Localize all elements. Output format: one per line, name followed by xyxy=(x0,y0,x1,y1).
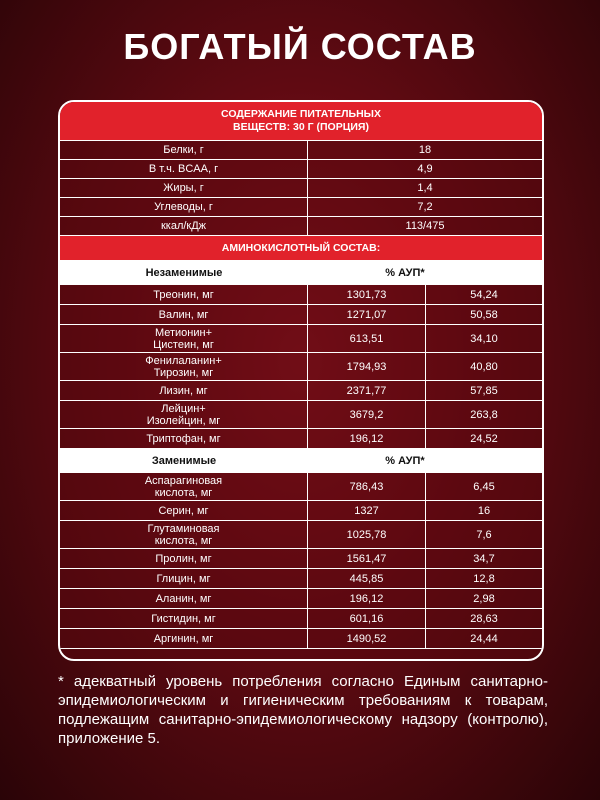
amino-pct: 28,63 xyxy=(470,612,498,625)
amino-name-line2: кислота, мг xyxy=(154,486,213,499)
amino-row xyxy=(60,609,542,629)
nutrient-value: 4,9 xyxy=(417,163,433,175)
amino-row xyxy=(60,325,542,353)
amino-name-line1: Аспарагиновая xyxy=(144,474,223,487)
nutrition-header-line2: ВЕЩЕСТВ: 30 Г (ПОРЦИЯ) xyxy=(233,121,369,133)
essential-label: Незаменимые xyxy=(145,266,223,279)
nonessential-pct-label: % АУП* xyxy=(385,454,425,467)
amino-pct: 6,45 xyxy=(473,480,495,493)
amino-row xyxy=(60,521,542,549)
amino-name xyxy=(60,521,308,548)
amino-name-line1: Триптофан, мг xyxy=(146,432,221,445)
nutrition-row xyxy=(60,141,542,160)
nutrient-name: Углеводы, г xyxy=(60,198,308,216)
amino-name-line2: Тирозин, мг xyxy=(153,366,214,379)
amino-name-line1: Треонин, мг xyxy=(153,288,214,301)
amino-mg: 2371,77 xyxy=(308,381,426,400)
amino-row xyxy=(60,629,542,649)
amino-pct: 54,24 xyxy=(470,288,498,301)
amino-name xyxy=(60,353,308,380)
amino-pct: 34,7 xyxy=(473,552,495,565)
amino-name xyxy=(60,589,308,608)
amino-name-line1: Глутаминовая xyxy=(147,522,220,535)
amino-name-line1: Гистидин, мг xyxy=(151,612,216,625)
amino-name xyxy=(60,325,308,352)
nutrient-value: 113/475 xyxy=(405,220,445,232)
amino-name-line1: Лейцин+ xyxy=(161,402,206,415)
amino-name xyxy=(60,549,308,568)
amino-pct: 2,98 xyxy=(473,592,495,605)
amino-name xyxy=(60,569,308,588)
amino-name-line2: Изолейцин, мг xyxy=(146,414,221,427)
nutrition-rows xyxy=(60,141,542,236)
amino-mg: 196,12 xyxy=(308,429,426,448)
nutrition-row xyxy=(60,160,542,179)
nutrient-name: ккал/кДж xyxy=(60,217,308,235)
amino-name-text xyxy=(147,403,221,427)
amino-row xyxy=(60,589,542,609)
amino-name-line1: Валин, мг xyxy=(158,308,209,321)
amino-mg: 1327 xyxy=(308,501,426,520)
amino-mg: 601,16 xyxy=(308,609,426,628)
nutrient-name: В т.ч. BCAA, г xyxy=(60,160,308,178)
amino-mg: 445,85 xyxy=(308,569,426,588)
amino-name-line2: Цистеин, мг xyxy=(153,338,214,351)
composition-table xyxy=(58,100,544,661)
amino-pct: 24,52 xyxy=(470,432,498,445)
amino-pct: 34,10 xyxy=(470,332,498,345)
amino-name-text xyxy=(156,573,210,585)
amino-mg: 786,43 xyxy=(308,473,426,500)
amino-name xyxy=(60,381,308,400)
nutrition-header xyxy=(60,102,542,141)
amino-name-line1: Фенилаланин+ xyxy=(145,354,222,367)
nonessential-rows xyxy=(60,473,542,649)
amino-name-line1: Метионин+ xyxy=(154,326,213,339)
amino-pct: 57,85 xyxy=(470,384,498,397)
amino-row xyxy=(60,569,542,589)
amino-pct: 12,8 xyxy=(473,572,495,585)
nutrient-value: 1,4 xyxy=(417,182,433,194)
amino-pct: 7,6 xyxy=(476,528,492,541)
nutrient-name: Жиры, г xyxy=(60,179,308,197)
amino-name-text xyxy=(159,385,207,397)
nutrient-value: 18 xyxy=(418,144,432,156)
amino-name-line1: Аргинин, мг xyxy=(153,632,214,645)
amino-row xyxy=(60,381,542,401)
amino-name xyxy=(60,429,308,448)
amino-row xyxy=(60,285,542,305)
amino-header: АМИНОКИСЛОТНЫЙ СОСТАВ: xyxy=(60,236,542,261)
amino-name xyxy=(60,473,308,500)
footnote: * адекватный уровень потребления согласно Единым санитарно-эпидемиологическим и гигиеническим требованиям к товарам, подлежащим санитарно-эпидемиологическому надзору (контролю), приложение 5. xyxy=(58,673,548,747)
amino-name xyxy=(60,401,308,428)
nutrition-row xyxy=(60,179,542,198)
amino-name-line1: Глицин, мг xyxy=(156,572,211,585)
amino-mg: 1794,93 xyxy=(308,353,426,380)
amino-name-text xyxy=(153,327,214,351)
amino-name-line2: кислота, мг xyxy=(154,534,213,547)
amino-mg: 1561,47 xyxy=(308,549,426,568)
nonessential-label: Заменимые xyxy=(151,454,217,467)
amino-pct: 40,80 xyxy=(470,360,498,373)
amino-name-text xyxy=(155,553,211,565)
amino-name xyxy=(60,609,308,628)
amino-mg: 1271,07 xyxy=(308,305,426,324)
amino-mg: 3679,2 xyxy=(308,401,426,428)
amino-name xyxy=(60,285,308,304)
amino-pct: 263,8 xyxy=(470,408,498,421)
essential-rows xyxy=(60,285,542,449)
nutrient-value: 7,2 xyxy=(417,201,433,213)
page-title: БОГАТЫЙ СОСТАВ xyxy=(123,26,477,67)
amino-mg: 1025,78 xyxy=(308,521,426,548)
amino-name-line1: Лизин, мг xyxy=(159,384,208,397)
amino-name-text xyxy=(151,613,216,625)
amino-row xyxy=(60,549,542,569)
amino-row xyxy=(60,501,542,521)
amino-name-text xyxy=(148,523,220,547)
amino-row xyxy=(60,429,542,449)
amino-name-text xyxy=(145,355,222,379)
nonessential-header xyxy=(60,449,542,473)
amino-name xyxy=(60,629,308,648)
amino-name-line1: Пролин, мг xyxy=(155,552,212,565)
amino-pct: 24,44 xyxy=(470,632,498,645)
amino-name-text xyxy=(145,475,222,499)
amino-pct: 50,58 xyxy=(470,308,498,321)
amino-name-text xyxy=(159,309,209,321)
amino-name-text xyxy=(154,633,214,645)
amino-mg: 1490,52 xyxy=(308,629,426,648)
nutrition-row xyxy=(60,217,542,236)
amino-name-line1: Аланин, мг xyxy=(155,592,212,605)
nutrient-name: Белки, г xyxy=(60,141,308,159)
nutrition-row xyxy=(60,198,542,217)
essential-header xyxy=(60,261,542,285)
amino-name-line1: Серин, мг xyxy=(158,504,209,517)
amino-mg: 613,51 xyxy=(308,325,426,352)
amino-name xyxy=(60,305,308,324)
amino-mg: 196,12 xyxy=(308,589,426,608)
amino-row xyxy=(60,473,542,501)
amino-name-text xyxy=(146,433,220,445)
amino-row xyxy=(60,305,542,325)
amino-mg: 1301,73 xyxy=(308,285,426,304)
amino-name-text xyxy=(158,505,208,517)
amino-row xyxy=(60,353,542,381)
nutrition-header-line1: СОДЕРЖАНИЕ ПИТАТЕЛЬНЫХ xyxy=(221,108,381,120)
amino-name xyxy=(60,501,308,520)
amino-name-text xyxy=(156,593,212,605)
amino-row xyxy=(60,401,542,429)
essential-pct-label: % АУП* xyxy=(385,266,425,279)
amino-name-text xyxy=(153,289,213,301)
amino-pct: 16 xyxy=(477,504,491,517)
